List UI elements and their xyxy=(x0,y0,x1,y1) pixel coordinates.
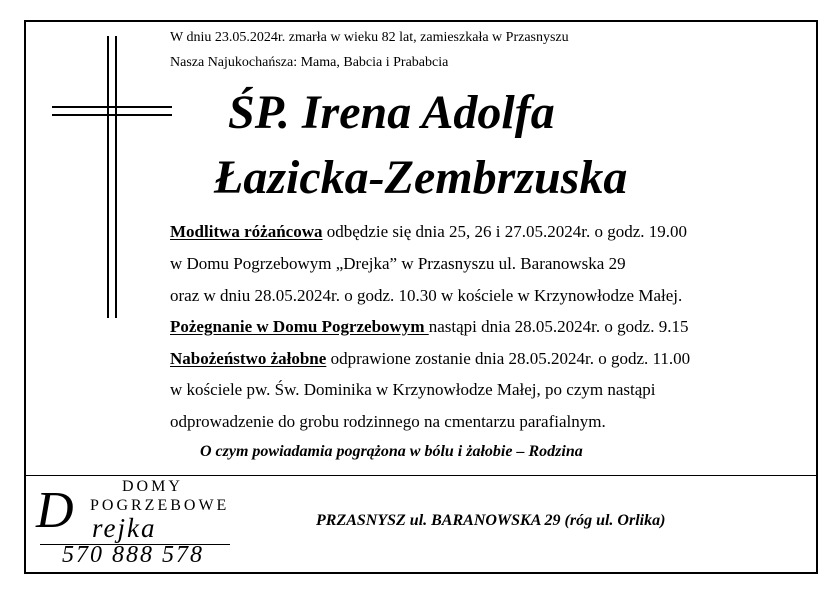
family-signature: O czym powiadamia pogrążona w bólu i żałobie – Rodzina xyxy=(200,443,583,460)
deceased-name-first: ŚP. Irena Adolfa xyxy=(228,86,555,139)
rosary-line xyxy=(170,222,687,242)
mass-label: Nabożeństwo żałobne xyxy=(170,349,327,368)
logo-initial: D xyxy=(36,482,74,539)
logo-text-rejka: rejka xyxy=(92,513,157,543)
logo-text-domy: DOMY xyxy=(122,478,183,495)
mass-church-line: w kościele pw. Św. Dominika w Krzynowłodze Małej, po czym nastąpi xyxy=(170,380,656,399)
farewell-label: Pożegnanie w Domu Pogrzebowym xyxy=(170,317,429,336)
farewell-text: nastąpi dnia 28.05.2024r. o godz. 9.15 xyxy=(428,317,689,336)
footer-divider xyxy=(26,475,816,476)
death-notice-line: W dniu 23.05.2024r. zmarła w wieku 82 lat, zamieszkała w Przasnyszu xyxy=(170,30,569,45)
phone-number: 570 888 578 xyxy=(62,542,204,568)
deceased-name-surname: Łazicka-Zembrzuska xyxy=(214,151,628,204)
family-relation-line: Nasza Najukochańsza: Mama, Babcia i Prababcia xyxy=(170,55,449,70)
rosary-label: Modlitwa różańcowa xyxy=(170,222,323,241)
mass-line xyxy=(170,349,690,369)
mass-text: odprawione zostanie dnia 28.05.2024r. o godz. 11.00 xyxy=(326,349,691,368)
rosary-church-line: oraz w dniu 28.05.2024r. o godz. 10.30 w kościele w Krzynowłodze Małej. xyxy=(170,286,683,305)
logo-text-pogrzebowe: POGRZEBOWE xyxy=(90,497,230,514)
rosary-place-line: w Domu Pogrzebowym „Drejka” w Przasnyszu ul. Baranowska 29 xyxy=(170,254,626,273)
rosary-text: odbędzie się dnia 25, 26 i 27.05.2024r. o godz. 19.00 xyxy=(322,222,688,241)
farewell-line xyxy=(170,317,688,337)
funeral-home-address: PRZASNYSZ ul. BARANOWSKA 29 (róg ul. Orlika) xyxy=(316,512,666,529)
burial-line: odprowadzenie do grobu rodzinnego na cmentarzu parafialnym. xyxy=(170,412,606,431)
